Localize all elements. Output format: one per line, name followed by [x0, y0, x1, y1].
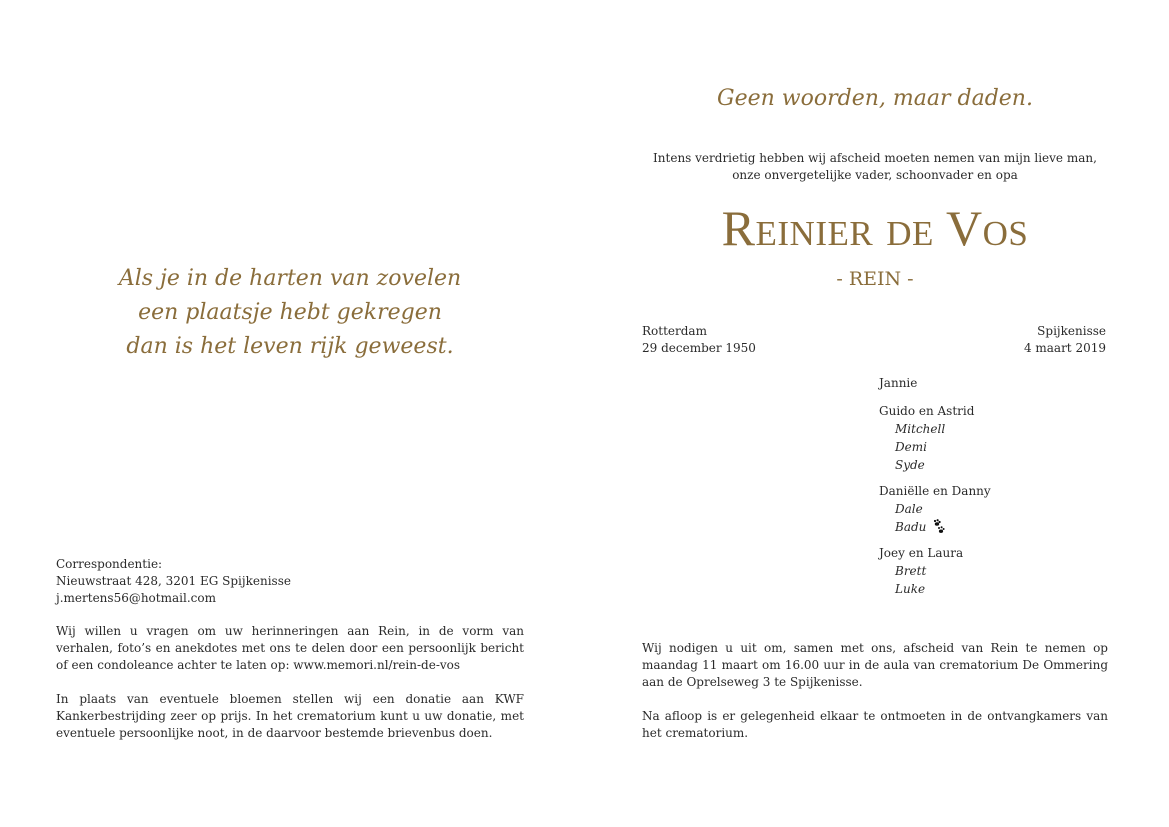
poem-line: Als je in de harten van zovelen	[118, 266, 462, 291]
invitation-text: Wij nodigen u uit om, samen met ons, afscheid van Rein te nemen op maandag 11 maart om 16.00 uur in de aula van crematorium De Ommering aan de Oprelseweg 3 te Spijkenisse.	[642, 641, 1108, 689]
family-group	[879, 402, 1099, 474]
donation-text: In plaats van eventuele bloemen stellen wij een donatie aan KWF Kankerbestrijding zeer op prijs. In het crematorium kunt u uw donatie, met eventuele persoonlijke noot, in de daarvoor bestemde brievenbus doen.	[56, 692, 524, 740]
death-date: 4 maart 2019	[1023, 341, 1106, 355]
poem	[60, 262, 520, 364]
family-list	[879, 374, 1099, 606]
birth-info	[642, 323, 756, 357]
poem-line: dan is het leven rijk geweest.	[126, 334, 454, 359]
correspondence-email: j.mertens56@hotmail.com	[56, 591, 216, 605]
family-member: Guido en Astrid	[879, 404, 975, 418]
nickname: - REIN -	[836, 268, 914, 290]
family-member: Jannie	[879, 376, 918, 390]
family-group	[879, 482, 1099, 536]
motto: Geen woorden, maar daden.	[717, 86, 1033, 111]
reception-text: Na afloop is er gelegenheid elkaar te ontmoeten in de ontvangkamers van het crematorium.	[642, 709, 1108, 740]
intro-line: onze onvergetelijke vader, schoonvader en opa	[732, 168, 1018, 182]
death-place: Spijkenisse	[1037, 324, 1106, 338]
intro-line: Intens verdrietig hebben wij afscheid moeten nemen van mijn lieve man,	[653, 151, 1097, 165]
grandchild: Syde	[895, 458, 925, 472]
grandchild: Dale	[895, 502, 923, 516]
invitation-block	[642, 640, 1108, 742]
grandchild: Badu	[895, 520, 927, 534]
death-info	[900, 323, 1106, 357]
grandchild-row	[879, 518, 1099, 536]
memories-text: Wij willen u vragen om uw herinneringen aan Rein, in de vorm van verhalen, foto’s en anekdotes met ons te delen door een persoonlijk bericht of een condoleance achter te laten op: www.memori.nl/rein-de-vos	[56, 624, 524, 672]
memories-paragraph	[56, 623, 524, 674]
grandchild: Demi	[895, 440, 927, 454]
poem-line: een plaatsje hebt gekregen	[138, 300, 442, 325]
intro-text	[640, 150, 1110, 184]
deceased-name: Reinier de Vos	[721, 200, 1029, 256]
grandchild: Luke	[895, 582, 926, 596]
family-group	[879, 544, 1099, 598]
correspondence-label: Correspondentie:	[56, 557, 163, 571]
birth-date: 29 december 1950	[642, 341, 756, 355]
correspondence-address: Nieuwstraat 428, 3201 EG Spijkenisse	[56, 574, 291, 588]
correspondence-block	[56, 556, 526, 607]
paw-print-icon	[932, 519, 946, 535]
family-group	[879, 374, 1099, 392]
family-member: Joey en Laura	[879, 546, 964, 560]
birth-place: Rotterdam	[642, 324, 707, 338]
grandchild: Brett	[895, 564, 927, 578]
donation-paragraph	[56, 691, 524, 742]
grandchild: Mitchell	[895, 422, 946, 436]
family-member: Daniëlle en Danny	[879, 484, 991, 498]
